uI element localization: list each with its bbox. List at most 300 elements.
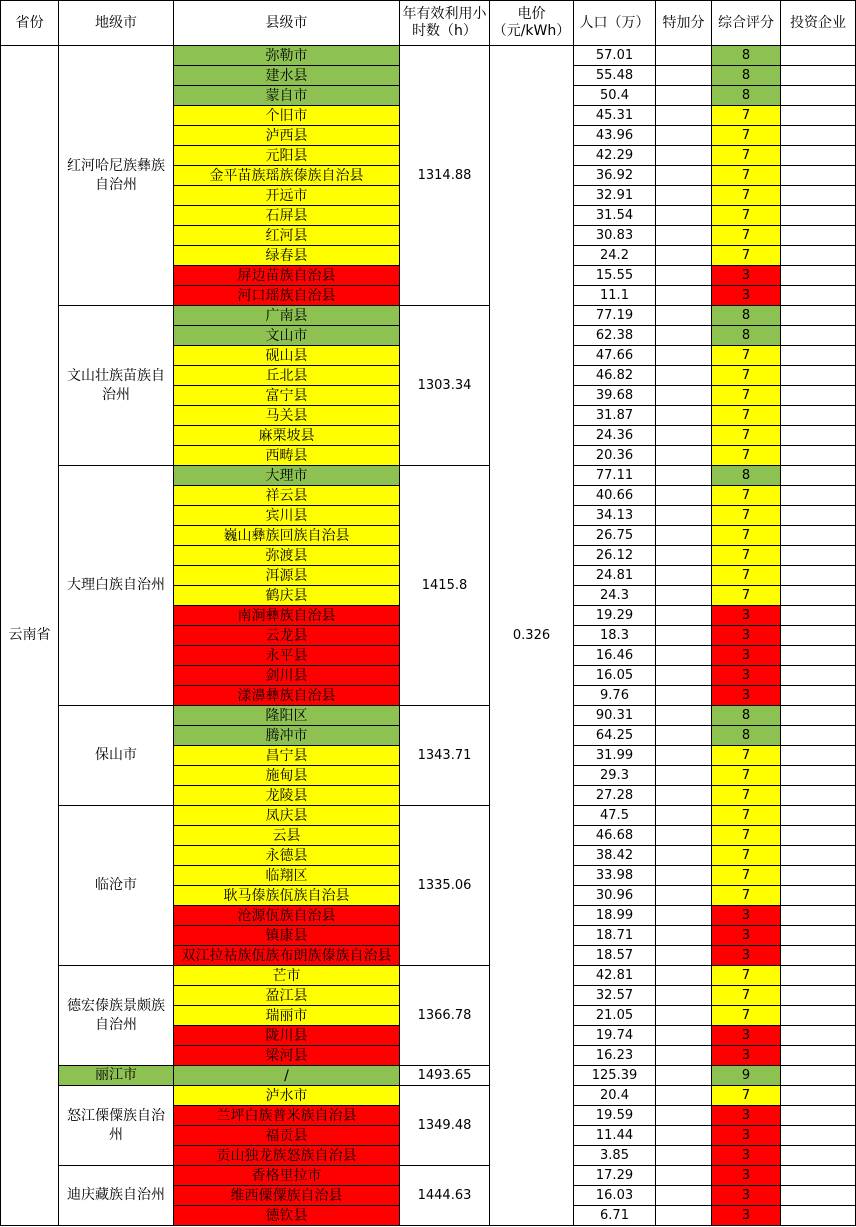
- investor-cell: [781, 106, 856, 126]
- county-cell: 福贡县: [174, 1126, 400, 1146]
- score-cell: 7: [712, 106, 781, 126]
- prefecture-cell: 迪庆藏族自治州: [59, 1166, 174, 1226]
- population-cell: 38.42: [574, 846, 656, 866]
- score-cell: 7: [712, 826, 781, 846]
- bonus-cell: [656, 1066, 712, 1086]
- population-cell: 19.59: [574, 1106, 656, 1126]
- prefecture-cell: 临沧市: [59, 806, 174, 966]
- investor-cell: [781, 746, 856, 766]
- investor-cell: [781, 146, 856, 166]
- table-row: [1, 466, 856, 486]
- investor-cell: [781, 1106, 856, 1126]
- population-cell: 40.66: [574, 486, 656, 506]
- bonus-cell: [656, 506, 712, 526]
- investor-cell: [781, 306, 856, 326]
- bonus-cell: [656, 126, 712, 146]
- population-cell: 30.96: [574, 886, 656, 906]
- population-cell: 55.48: [574, 66, 656, 86]
- investor-cell: [781, 346, 856, 366]
- population-cell: 90.31: [574, 706, 656, 726]
- population-cell: 26.75: [574, 526, 656, 546]
- county-cell: 宾川县: [174, 506, 400, 526]
- header-hours: 年有效利用小时数（h）: [400, 1, 490, 46]
- table-body: [1, 46, 856, 1226]
- population-cell: 29.3: [574, 766, 656, 786]
- score-cell: 8: [712, 726, 781, 746]
- bonus-cell: [656, 1026, 712, 1046]
- county-cell: 南涧彝族自治县: [174, 606, 400, 626]
- investor-cell: [781, 546, 856, 566]
- hours-cell: 1343.71: [400, 706, 490, 806]
- score-cell: 7: [712, 386, 781, 406]
- county-cell: 蒙自市: [174, 86, 400, 106]
- investor-cell: [781, 586, 856, 606]
- population-cell: 46.82: [574, 366, 656, 386]
- bonus-cell: [656, 806, 712, 826]
- bonus-cell: [656, 906, 712, 926]
- score-cell: 7: [712, 886, 781, 906]
- investor-cell: [781, 1086, 856, 1106]
- score-cell: 7: [712, 166, 781, 186]
- hours-cell: 1366.78: [400, 966, 490, 1066]
- bonus-cell: [656, 46, 712, 66]
- hours-cell: 1349.48: [400, 1086, 490, 1166]
- investor-cell: [781, 666, 856, 686]
- bonus-cell: [656, 726, 712, 746]
- investor-cell: [781, 126, 856, 146]
- score-cell: 8: [712, 86, 781, 106]
- county-cell: 永德县: [174, 846, 400, 866]
- bonus-cell: [656, 546, 712, 566]
- population-cell: 18.99: [574, 906, 656, 926]
- county-cell: 红河县: [174, 226, 400, 246]
- score-cell: 7: [712, 446, 781, 466]
- population-cell: 42.81: [574, 966, 656, 986]
- investor-cell: [781, 1126, 856, 1146]
- investor-cell: [781, 386, 856, 406]
- population-cell: 34.13: [574, 506, 656, 526]
- score-cell: 9: [712, 1066, 781, 1086]
- score-cell: 3: [712, 1166, 781, 1186]
- population-cell: 11.1: [574, 286, 656, 306]
- score-cell: 7: [712, 806, 781, 826]
- score-cell: 3: [712, 1146, 781, 1166]
- bonus-cell: [656, 326, 712, 346]
- county-cell: 元阳县: [174, 146, 400, 166]
- hours-cell: 1493.65: [400, 1066, 490, 1086]
- bonus-cell: [656, 406, 712, 426]
- investor-cell: [781, 846, 856, 866]
- population-cell: 20.36: [574, 446, 656, 466]
- bonus-cell: [656, 1086, 712, 1106]
- bonus-cell: [656, 306, 712, 326]
- prefecture-cell: 文山壮族苗族自治州: [59, 306, 174, 466]
- investor-cell: [781, 866, 856, 886]
- header-population: 人口（万）: [574, 1, 656, 46]
- population-cell: 31.54: [574, 206, 656, 226]
- bonus-cell: [656, 986, 712, 1006]
- table-row: [1, 46, 856, 66]
- bonus-cell: [656, 1006, 712, 1026]
- investor-cell: [781, 1066, 856, 1086]
- population-cell: 18.71: [574, 926, 656, 946]
- score-cell: 3: [712, 286, 781, 306]
- bonus-cell: [656, 586, 712, 606]
- population-cell: 46.68: [574, 826, 656, 846]
- score-cell: 7: [712, 866, 781, 886]
- county-cell: 金平苗族瑶族傣族自治县: [174, 166, 400, 186]
- investor-cell: [781, 926, 856, 946]
- county-cell: 河口瑶族自治县: [174, 286, 400, 306]
- population-cell: 26.12: [574, 546, 656, 566]
- bonus-cell: [656, 1106, 712, 1126]
- county-cell: 剑川县: [174, 666, 400, 686]
- bonus-cell: [656, 206, 712, 226]
- header-province: 省份: [1, 1, 59, 46]
- population-cell: 6.71: [574, 1206, 656, 1226]
- investor-cell: [781, 1026, 856, 1046]
- score-cell: 7: [712, 406, 781, 426]
- score-cell: 3: [712, 1126, 781, 1146]
- investor-cell: [781, 1206, 856, 1226]
- bonus-cell: [656, 366, 712, 386]
- bonus-cell: [656, 486, 712, 506]
- investor-cell: [781, 406, 856, 426]
- bonus-cell: [656, 146, 712, 166]
- investor-cell: [781, 466, 856, 486]
- score-cell: 8: [712, 66, 781, 86]
- investor-cell: [781, 626, 856, 646]
- investor-cell: [781, 606, 856, 626]
- bonus-cell: [656, 626, 712, 646]
- bonus-cell: [656, 1166, 712, 1186]
- score-cell: 7: [712, 426, 781, 446]
- score-cell: 7: [712, 546, 781, 566]
- county-cell: 沧源佤族自治县: [174, 906, 400, 926]
- county-cell: 德钦县: [174, 1206, 400, 1226]
- county-cell: 昌宁县: [174, 746, 400, 766]
- score-cell: 7: [712, 786, 781, 806]
- county-cell: 云龙县: [174, 626, 400, 646]
- score-cell: 3: [712, 1186, 781, 1206]
- population-cell: 45.31: [574, 106, 656, 126]
- county-cell: /: [174, 1066, 400, 1086]
- county-cell: 砚山县: [174, 346, 400, 366]
- investor-cell: [781, 266, 856, 286]
- score-cell: 7: [712, 586, 781, 606]
- bonus-cell: [656, 346, 712, 366]
- investor-cell: [781, 66, 856, 86]
- county-cell: 耿马傣族佤族自治县: [174, 886, 400, 906]
- score-cell: 7: [712, 146, 781, 166]
- county-cell: 云县: [174, 826, 400, 846]
- bonus-cell: [656, 1186, 712, 1206]
- county-cell: 维西傈僳族自治县: [174, 1186, 400, 1206]
- investor-cell: [781, 1046, 856, 1066]
- county-cell: 马关县: [174, 406, 400, 426]
- population-cell: 17.29: [574, 1166, 656, 1186]
- investor-cell: [781, 1146, 856, 1166]
- county-cell: 龙陵县: [174, 786, 400, 806]
- population-cell: 32.91: [574, 186, 656, 206]
- score-cell: 3: [712, 906, 781, 926]
- score-cell: 3: [712, 686, 781, 706]
- population-cell: 9.76: [574, 686, 656, 706]
- score-cell: 8: [712, 466, 781, 486]
- bonus-cell: [656, 866, 712, 886]
- population-cell: 15.55: [574, 266, 656, 286]
- county-cell: 香格里拉市: [174, 1166, 400, 1186]
- bonus-cell: [656, 646, 712, 666]
- prefecture-cell: 丽江市: [59, 1066, 174, 1086]
- bonus-cell: [656, 226, 712, 246]
- bonus-cell: [656, 426, 712, 446]
- county-cell: 永平县: [174, 646, 400, 666]
- bonus-cell: [656, 1146, 712, 1166]
- investor-cell: [781, 786, 856, 806]
- county-cell: 文山市: [174, 326, 400, 346]
- population-cell: 50.4: [574, 86, 656, 106]
- header-bonus: 特加分: [656, 1, 712, 46]
- investor-cell: [781, 166, 856, 186]
- score-cell: 8: [712, 326, 781, 346]
- population-cell: 24.2: [574, 246, 656, 266]
- score-cell: 8: [712, 306, 781, 326]
- prefecture-cell: 德宏傣族景颇族自治州: [59, 966, 174, 1066]
- investor-cell: [781, 986, 856, 1006]
- score-cell: 3: [712, 646, 781, 666]
- bonus-cell: [656, 66, 712, 86]
- investor-cell: [781, 446, 856, 466]
- score-cell: 7: [712, 1006, 781, 1026]
- province-cell: 云南省: [1, 46, 59, 1226]
- investor-cell: [781, 246, 856, 266]
- investor-cell: [781, 526, 856, 546]
- score-cell: 3: [712, 1026, 781, 1046]
- county-cell: 漾濞彝族自治县: [174, 686, 400, 706]
- county-cell: 建水县: [174, 66, 400, 86]
- county-cell: 大理市: [174, 466, 400, 486]
- population-cell: 42.29: [574, 146, 656, 166]
- investor-cell: [781, 46, 856, 66]
- table-row: [1, 306, 856, 326]
- county-cell: 陇川县: [174, 1026, 400, 1046]
- county-cell: 绿春县: [174, 246, 400, 266]
- bonus-cell: [656, 1126, 712, 1146]
- population-cell: 125.39: [574, 1066, 656, 1086]
- investor-cell: [781, 1166, 856, 1186]
- header-row: [1, 1, 856, 46]
- population-cell: 11.44: [574, 1126, 656, 1146]
- hours-cell: 1444.63: [400, 1166, 490, 1226]
- score-cell: 7: [712, 246, 781, 266]
- investor-cell: [781, 366, 856, 386]
- investor-cell: [781, 826, 856, 846]
- investor-cell: [781, 946, 856, 966]
- county-cell: 贡山独龙族怒族自治县: [174, 1146, 400, 1166]
- investor-cell: [781, 966, 856, 986]
- investor-cell: [781, 1006, 856, 1026]
- investor-cell: [781, 226, 856, 246]
- bonus-cell: [656, 706, 712, 726]
- county-cell: 泸水市: [174, 1086, 400, 1106]
- bonus-cell: [656, 266, 712, 286]
- prefecture-cell: 红河哈尼族彝族自治州: [59, 46, 174, 306]
- investor-cell: [781, 766, 856, 786]
- investor-cell: [781, 706, 856, 726]
- score-cell: 7: [712, 846, 781, 866]
- investor-cell: [781, 566, 856, 586]
- hours-cell: 1314.88: [400, 46, 490, 306]
- county-cell: 弥渡县: [174, 546, 400, 566]
- table-row: [1, 1066, 856, 1086]
- score-cell: 8: [712, 46, 781, 66]
- county-cell: 兰坪白族普米族自治县: [174, 1106, 400, 1126]
- population-cell: 19.29: [574, 606, 656, 626]
- bonus-cell: [656, 446, 712, 466]
- score-cell: 3: [712, 626, 781, 646]
- county-cell: 丘北县: [174, 366, 400, 386]
- table-row: [1, 806, 856, 826]
- population-cell: 77.11: [574, 466, 656, 486]
- investor-cell: [781, 886, 856, 906]
- score-cell: 7: [712, 766, 781, 786]
- score-cell: 7: [712, 226, 781, 246]
- county-cell: 石屏县: [174, 206, 400, 226]
- table-row: [1, 966, 856, 986]
- population-cell: 16.05: [574, 666, 656, 686]
- score-cell: 7: [712, 1086, 781, 1106]
- header-investor: 投资企业: [781, 1, 856, 46]
- bonus-cell: [656, 666, 712, 686]
- county-cell: 瑞丽市: [174, 1006, 400, 1026]
- county-cell: 腾冲市: [174, 726, 400, 746]
- score-cell: 7: [712, 986, 781, 1006]
- investor-cell: [781, 326, 856, 346]
- bonus-cell: [656, 466, 712, 486]
- county-cell: 施甸县: [174, 766, 400, 786]
- bonus-cell: [656, 1046, 712, 1066]
- score-cell: 7: [712, 126, 781, 146]
- county-cell: 梁河县: [174, 1046, 400, 1066]
- investor-cell: [781, 186, 856, 206]
- score-cell: 7: [712, 366, 781, 386]
- score-cell: 7: [712, 206, 781, 226]
- county-cell: 洱源县: [174, 566, 400, 586]
- county-cell: 麻栗坡县: [174, 426, 400, 446]
- population-cell: 20.4: [574, 1086, 656, 1106]
- bonus-cell: [656, 1206, 712, 1226]
- bonus-cell: [656, 106, 712, 126]
- score-cell: 3: [712, 1046, 781, 1066]
- population-cell: 47.66: [574, 346, 656, 366]
- score-cell: 7: [712, 486, 781, 506]
- county-cell: 芒市: [174, 966, 400, 986]
- bonus-cell: [656, 966, 712, 986]
- county-cell: 隆阳区: [174, 706, 400, 726]
- population-cell: 16.23: [574, 1046, 656, 1066]
- header-prefecture: 地级市: [59, 1, 174, 46]
- header-price: 电价（元/kWh）: [490, 1, 574, 46]
- score-cell: 7: [712, 526, 781, 546]
- table-row: [1, 1086, 856, 1106]
- population-cell: 47.5: [574, 806, 656, 826]
- investor-cell: [781, 906, 856, 926]
- bonus-cell: [656, 826, 712, 846]
- hours-cell: 1415.8: [400, 466, 490, 706]
- population-cell: 19.74: [574, 1026, 656, 1046]
- investor-cell: [781, 206, 856, 226]
- population-cell: 64.25: [574, 726, 656, 746]
- prefecture-cell: 大理白族自治州: [59, 466, 174, 706]
- investor-cell: [781, 286, 856, 306]
- county-cell: 开远市: [174, 186, 400, 206]
- county-cell: 凤庆县: [174, 806, 400, 826]
- investor-cell: [781, 806, 856, 826]
- population-cell: 43.96: [574, 126, 656, 146]
- score-cell: 7: [712, 566, 781, 586]
- bonus-cell: [656, 846, 712, 866]
- population-cell: 21.05: [574, 1006, 656, 1026]
- bonus-cell: [656, 606, 712, 626]
- table-row: [1, 1166, 856, 1186]
- investor-cell: [781, 506, 856, 526]
- bonus-cell: [656, 946, 712, 966]
- investor-cell: [781, 646, 856, 666]
- bonus-cell: [656, 566, 712, 586]
- county-cell: 镇康县: [174, 926, 400, 946]
- bonus-cell: [656, 746, 712, 766]
- prefecture-cell: 保山市: [59, 706, 174, 806]
- score-cell: 7: [712, 186, 781, 206]
- county-cell: 个旧市: [174, 106, 400, 126]
- bonus-cell: [656, 786, 712, 806]
- bonus-cell: [656, 246, 712, 266]
- score-cell: 3: [712, 926, 781, 946]
- score-cell: 3: [712, 666, 781, 686]
- score-cell: 7: [712, 506, 781, 526]
- bonus-cell: [656, 386, 712, 406]
- population-cell: 18.57: [574, 946, 656, 966]
- investor-cell: [781, 486, 856, 506]
- population-cell: 31.99: [574, 746, 656, 766]
- county-cell: 临翔区: [174, 866, 400, 886]
- population-cell: 31.87: [574, 406, 656, 426]
- score-cell: 7: [712, 966, 781, 986]
- bonus-cell: [656, 286, 712, 306]
- population-cell: 39.68: [574, 386, 656, 406]
- score-cell: 7: [712, 346, 781, 366]
- score-cell: 3: [712, 1106, 781, 1126]
- population-cell: 16.46: [574, 646, 656, 666]
- score-cell: 3: [712, 266, 781, 286]
- bonus-cell: [656, 926, 712, 946]
- population-cell: 24.81: [574, 566, 656, 586]
- bonus-cell: [656, 886, 712, 906]
- bonus-cell: [656, 86, 712, 106]
- investor-cell: [781, 1186, 856, 1206]
- population-cell: 62.38: [574, 326, 656, 346]
- investor-cell: [781, 686, 856, 706]
- county-cell: 双江拉祜族佤族布朗族傣族自治县: [174, 946, 400, 966]
- bonus-cell: [656, 766, 712, 786]
- bonus-cell: [656, 186, 712, 206]
- bonus-cell: [656, 526, 712, 546]
- county-cell: 盈江县: [174, 986, 400, 1006]
- bonus-cell: [656, 686, 712, 706]
- prefecture-cell: 怒江傈僳族自治州: [59, 1086, 174, 1166]
- header-county: 县级市: [174, 1, 400, 46]
